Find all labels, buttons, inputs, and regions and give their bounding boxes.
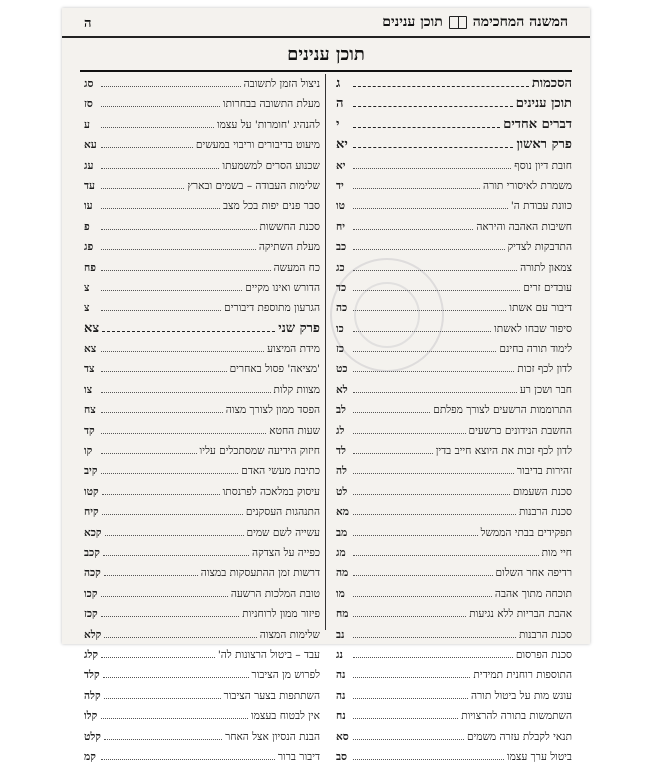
toc-entry-label: כפייה על הצדקה <box>252 546 320 559</box>
toc-entry <box>336 278 572 298</box>
toc-entry <box>84 196 320 216</box>
toc-entry-label: 'מציאה' פסול באחרים <box>229 363 320 376</box>
toc-entry-page: קלו <box>84 710 98 723</box>
toc-entry-page: קלא <box>84 628 102 641</box>
toc-entry-label: סכנת החששות <box>259 220 320 233</box>
running-head <box>62 14 590 38</box>
toc-entry-page: עו <box>84 200 93 213</box>
toc-entry-label: עובדים זרים <box>523 281 572 294</box>
toc-entry-page: נה <box>336 669 346 682</box>
toc-entry-page: ג <box>336 76 341 91</box>
leader-dots <box>101 461 238 474</box>
toc-entry-label: אהבת הבריות ללא נגיעות <box>469 608 572 621</box>
leader-dots <box>353 706 458 719</box>
toc-entry-label: צמאון לתורה <box>520 261 572 274</box>
toc-entry-label: עונש מות על ביטול תורה <box>470 689 572 702</box>
toc-entry-page: כט <box>336 363 348 376</box>
toc-entry-label: סבר פנים יפות בכל מצב <box>223 200 320 213</box>
toc-entry-page: עא <box>84 139 97 152</box>
toc-entry <box>84 625 320 645</box>
leader-dots <box>101 278 242 291</box>
toc-entry <box>336 217 572 237</box>
toc-entry-label: דיבור ברור <box>277 750 320 763</box>
running-head-section: תוכן ענינים <box>382 14 443 30</box>
toc-entry-page: י <box>336 116 340 132</box>
toc-entry-page: קו <box>84 445 93 458</box>
toc-entry-page: קמ <box>84 750 96 763</box>
leader-dots <box>101 94 220 107</box>
toc-entry-label: התנהגות העסקנים <box>245 506 320 519</box>
toc-entry-label: חשיבות האהבה והיראה <box>476 220 572 233</box>
toc-entry-label: סכנת הפרסום <box>515 648 572 661</box>
leader-dots <box>353 625 516 638</box>
toc-entry-label: שלימות העבודה – בשמים ובארץ <box>187 179 320 192</box>
leader-dots <box>353 584 492 597</box>
leader-dots <box>353 686 468 699</box>
toc-entry-label: משמרת לאיסורי תורה <box>483 179 572 192</box>
toc-entry-label: השתמשות בתורה להרצויות <box>461 710 572 723</box>
toc-entry-label: מעלת השתיקה <box>258 241 320 254</box>
leader-dots <box>101 645 215 658</box>
toc-entry-page: לג <box>336 424 345 437</box>
toc-entry <box>336 523 572 543</box>
toc-entry-label: עיסוק במלאכה לפרנסתו <box>222 485 320 498</box>
toc-entry-label: מעלת התשובה בבחרותו <box>222 98 320 111</box>
book-page <box>62 8 590 763</box>
toc-entry-label: רדיפה אחר השלום <box>495 567 572 580</box>
toc-entry-page: צא <box>84 343 97 356</box>
toc-entry-label: ביטול ערך עצמו <box>506 750 572 763</box>
toc-entry-page: לה <box>336 465 347 478</box>
toc-entry-label: לדון לכף זכות את היוצא חייב בדין <box>435 445 572 458</box>
toc-column-right <box>336 74 572 767</box>
toc-entry <box>84 706 320 726</box>
toc-entry-label: הגרעון מתוספת דיבורים <box>224 302 320 315</box>
toc-entry <box>336 339 572 359</box>
toc-entry <box>84 563 320 583</box>
toc-entry <box>336 645 572 665</box>
toc-entry-page: צ <box>84 302 90 315</box>
leader-dots <box>353 319 491 332</box>
toc-entry-page: נה <box>336 689 346 702</box>
toc-entry <box>84 258 320 278</box>
toc-entry-label: כוונת עבודת ה' <box>510 200 572 213</box>
leader-dots <box>353 604 466 617</box>
toc-entry-page: קכב <box>84 546 100 559</box>
toc-entry-page: פג <box>84 241 94 254</box>
toc-entry-label: לפרוש מן הציבור <box>251 669 320 682</box>
toc-entry <box>84 74 320 94</box>
leader-dots <box>104 563 198 576</box>
leader-dots <box>101 441 197 454</box>
leader-dots <box>353 441 433 454</box>
toc-entry <box>84 502 320 522</box>
toc-entry <box>84 421 320 441</box>
toc-entry <box>336 584 572 604</box>
toc-entry-label: סכנת הרבנות <box>518 506 572 519</box>
toc-entry <box>336 625 572 645</box>
toc-entry <box>84 217 320 237</box>
toc-section-heading <box>336 135 572 155</box>
leader-dots <box>353 74 529 87</box>
toc-entry-label: דרשות זמן ההתעסקות במצוה <box>200 567 320 580</box>
toc-entry-page: סז <box>84 98 93 111</box>
toc-entry-page: מב <box>336 526 348 539</box>
leader-dots <box>103 665 249 678</box>
toc-entry-page: נח <box>336 710 346 723</box>
leader-dots <box>353 115 500 128</box>
toc-entry-page: קכא <box>84 526 102 539</box>
page-number: ה <box>84 16 92 31</box>
leader-dots <box>101 237 256 250</box>
toc-entry-page: צ <box>84 281 90 294</box>
toc-entry-label: סכנת הרבנות <box>518 628 572 641</box>
leader-dots <box>101 339 264 352</box>
toc-entry <box>336 441 572 461</box>
toc-entry <box>84 604 320 624</box>
toc-entry-page: צח <box>84 404 96 417</box>
toc-entry <box>84 400 320 420</box>
leader-dots <box>353 380 517 393</box>
leader-dots <box>101 604 239 617</box>
toc-entry-page: סג <box>84 78 94 90</box>
toc-entry-page: צא <box>84 320 100 336</box>
toc-entry <box>84 94 320 114</box>
leader-dots <box>101 156 219 169</box>
toc-entry-label: לדון לכף זכות <box>517 363 572 376</box>
toc-entry <box>336 543 572 563</box>
leader-dots <box>101 421 266 434</box>
leader-dots <box>353 543 539 556</box>
leader-dots <box>353 421 466 434</box>
column-divider <box>325 74 326 630</box>
toc-entry-label: חבר ושכן רע <box>519 383 572 396</box>
toc-entry-label: טובת המלכות הרשעה <box>230 587 320 600</box>
toc-entry <box>84 237 320 257</box>
toc-entry <box>336 380 572 400</box>
leader-dots <box>353 196 508 209</box>
toc-entry <box>336 563 572 583</box>
toc-entry <box>336 156 572 176</box>
toc-entry <box>336 258 572 278</box>
toc-entry <box>84 156 320 176</box>
toc-entry-label: מיעוט בדיבורים וריבוי במעשים <box>195 139 320 152</box>
toc-entry <box>84 135 320 155</box>
toc-entry-page: כג <box>336 261 345 274</box>
title-rule <box>80 70 572 72</box>
toc-entry <box>84 747 320 767</box>
leader-dots <box>101 706 248 719</box>
toc-entry-page: קד <box>84 424 95 437</box>
toc-entry-page: לא <box>336 383 348 396</box>
leader-dots <box>353 563 493 576</box>
toc-title: תוכן ענינים <box>287 44 365 65</box>
toc-entry-page: פ <box>84 220 90 233</box>
leader-dots <box>101 400 223 413</box>
toc-entry-page: קלג <box>84 648 98 661</box>
toc-entry-page: ה <box>336 96 344 112</box>
toc-entry <box>336 196 572 216</box>
toc-entry-label: תפקידים בבתי הממשל <box>480 526 572 539</box>
toc-entry <box>336 502 572 522</box>
toc-entry-label: דברים אחדים <box>503 116 572 132</box>
leader-dots <box>353 400 430 413</box>
toc-entry-label: כח המעשה <box>273 261 320 274</box>
toc-entry-label: התדבקות לצדיק <box>507 241 572 254</box>
leader-dots <box>353 502 516 515</box>
toc-entry <box>84 441 320 461</box>
leader-dots <box>102 319 275 332</box>
toc-entry-page: קלד <box>84 669 100 682</box>
toc-entry-label: אין לבטוח בעצמו <box>250 710 320 723</box>
toc-entry-page: קכה <box>84 567 101 580</box>
toc-entry <box>336 747 572 767</box>
toc-entry <box>84 461 320 481</box>
toc-entry <box>84 298 320 318</box>
toc-entry-label: פיזור ממון לרוחניות <box>242 608 320 621</box>
leader-dots <box>353 523 478 536</box>
toc-entry-label: פרק ראשון <box>516 137 572 153</box>
leader-dots <box>353 298 506 311</box>
toc-entry-page: לט <box>336 485 348 498</box>
toc-entry-label: הדורש ואינו מקיים <box>245 281 320 294</box>
toc-entry <box>336 176 572 196</box>
toc-entry-label: כתיבת מעשי האדם <box>241 465 320 478</box>
toc-entry <box>336 727 572 747</box>
leader-dots <box>102 482 220 495</box>
toc-entry-label: התוספות רוחנית תמידית <box>473 669 572 682</box>
toc-entry <box>84 727 320 747</box>
toc-entry <box>84 686 320 706</box>
toc-entry-page: קכז <box>84 608 98 621</box>
toc-entry <box>336 298 572 318</box>
leader-dots <box>101 298 221 311</box>
toc-entry <box>84 645 320 665</box>
toc-entry-label: הסכמות <box>531 76 572 91</box>
toc-section-heading <box>336 115 572 135</box>
toc-entry <box>84 339 320 359</box>
leader-dots <box>353 237 505 250</box>
leader-dots <box>101 747 275 760</box>
leader-dots <box>353 176 480 189</box>
toc-entry-label: שעות החטא <box>269 424 320 437</box>
toc-entry <box>336 400 572 420</box>
leader-dots <box>101 380 271 393</box>
toc-entry <box>84 278 320 298</box>
toc-entry-page: יד <box>336 179 344 192</box>
toc-entry-label: ניצול הזמן לתשובה <box>243 78 320 90</box>
leader-dots <box>353 135 513 148</box>
toc-entry-page: מג <box>336 546 346 559</box>
toc-entry-label: סכנת השעמום <box>512 485 572 498</box>
leader-dots <box>353 278 520 291</box>
toc-entry <box>336 359 572 379</box>
toc-entry-label: הבנת הנסיון אצל האחר <box>225 730 320 743</box>
toc-entry-label: חיזוק הידיעה שמסתכלים עליו <box>199 445 320 458</box>
toc-entry <box>84 176 320 196</box>
toc-entry-label: חיי מות <box>541 546 572 559</box>
toc-entry-page: ע <box>84 118 90 131</box>
toc-entry-label: מידת המיצוע <box>267 343 320 356</box>
toc-entry-page: כו <box>336 322 344 335</box>
leader-dots <box>353 359 514 372</box>
toc-entry <box>336 421 572 441</box>
leader-dots <box>101 115 214 128</box>
leader-dots <box>353 461 514 474</box>
toc-entry-label: להנהיג 'חומרות' על עצמו <box>217 118 320 131</box>
toc-column-left <box>84 74 320 767</box>
toc-entry-page: נב <box>336 628 345 641</box>
toc-entry-label: לימוד תורה בחינם <box>499 343 572 356</box>
book-title: המשנה המחכימה <box>472 14 568 30</box>
open-book-icon <box>449 16 467 29</box>
toc-entry-page: נג <box>336 648 343 661</box>
leader-dots <box>353 747 504 760</box>
toc-entry-label: עבד – ביטול הרצונות לה' <box>217 648 320 661</box>
leader-dots <box>101 196 220 209</box>
leader-dots <box>353 94 513 107</box>
leader-dots <box>101 258 271 271</box>
toc-entry-page: כד <box>336 281 347 294</box>
toc-entry <box>84 482 320 502</box>
toc-entry-label: תוכן ענינים <box>515 96 572 112</box>
toc-entry-label: פרק שני <box>278 320 320 336</box>
leader-dots <box>101 74 241 87</box>
leader-dots <box>101 217 257 230</box>
toc-entry-label: הפסד ממון לצורך מצוה <box>225 404 320 417</box>
toc-entry-page: פח <box>84 261 96 274</box>
toc-entry-page: קיב <box>84 465 98 478</box>
leader-dots <box>105 523 244 536</box>
toc-entry-page: עד <box>84 179 95 192</box>
toc-entry-label: מצוות קלות <box>273 383 320 396</box>
toc-entry-page: קכו <box>84 587 98 600</box>
leader-dots <box>353 665 470 678</box>
toc-section-heading <box>336 94 572 114</box>
toc-section-heading <box>336 74 572 94</box>
toc-entry <box>84 380 320 400</box>
leader-dots <box>101 584 228 597</box>
toc-entry-label: השתתפות בצער הציבור <box>223 689 320 702</box>
toc-section-heading <box>84 319 320 339</box>
toc-entry-label: החשבת הנידונים כרשעים <box>468 424 572 437</box>
toc-entry-label: התרוממות הרשעים לצורך מפלתם <box>433 404 572 417</box>
toc-entry-page: כז <box>336 343 345 356</box>
toc-entry <box>336 686 572 706</box>
leader-dots <box>103 543 249 556</box>
toc-entry-page: צד <box>84 363 95 376</box>
leader-dots <box>353 217 473 230</box>
toc-entry-page: כב <box>336 241 347 254</box>
toc-entry-page: יא <box>336 159 346 172</box>
toc-entry-page: מה <box>336 567 349 580</box>
toc-entry <box>336 461 572 481</box>
toc-entry <box>84 523 320 543</box>
toc-entry-label: סיפור שבחו לאשתו <box>494 322 572 335</box>
leader-dots <box>353 482 510 495</box>
toc-entry <box>336 319 572 339</box>
toc-entry-page: לב <box>336 404 346 417</box>
toc-entry-page: עג <box>84 159 94 172</box>
toc-entry <box>84 584 320 604</box>
leader-dots <box>353 339 496 352</box>
toc-entry <box>336 665 572 685</box>
toc-entry-label: חובת דיון נוסף <box>514 159 572 172</box>
toc-entry-page: יא <box>336 137 348 153</box>
running-head-title <box>382 14 568 31</box>
toc-entry <box>336 604 572 624</box>
toc-entry-label: זהירות בדיבור <box>516 465 572 478</box>
toc-entry-page: מא <box>336 506 349 519</box>
toc-entry <box>84 543 320 563</box>
toc-entry <box>84 665 320 685</box>
leader-dots <box>104 727 222 740</box>
leader-dots <box>353 258 517 271</box>
leader-dots <box>101 359 227 372</box>
leader-dots <box>104 686 221 699</box>
toc-entry-page: קלה <box>84 689 101 702</box>
toc-entry <box>336 237 572 257</box>
leader-dots <box>104 625 256 638</box>
leader-dots <box>353 727 464 740</box>
toc-entry-page: טו <box>336 200 346 213</box>
toc-entry-page: יח <box>336 220 345 233</box>
leader-dots <box>101 135 193 148</box>
leader-dots <box>353 645 513 658</box>
toc-entry-page: צו <box>84 383 93 396</box>
toc-entry-page: מח <box>336 608 349 621</box>
leader-dots <box>353 156 511 169</box>
toc-entry-label: שלימות המצוה <box>259 628 320 641</box>
toc-entry-page: סב <box>336 750 348 763</box>
toc-entry <box>336 482 572 502</box>
toc-entry <box>84 115 320 135</box>
toc-entry-page: קיח <box>84 506 99 519</box>
toc-entry-page: קלט <box>84 730 101 743</box>
toc-entry-page: קטו <box>84 485 99 498</box>
toc-entry-page: כה <box>336 302 348 315</box>
leader-dots <box>102 502 243 515</box>
toc-entry-label: תוכחה מתוך אהבה <box>494 587 572 600</box>
toc-entry <box>84 359 320 379</box>
toc-entry-label: תנאי לקבלת עזרה משמים <box>466 730 572 743</box>
toc-entry-page: סא <box>336 730 349 743</box>
toc-entry-label: דיבור עם אשתו <box>509 302 572 315</box>
leader-dots <box>101 176 184 189</box>
toc-entry <box>336 706 572 726</box>
toc-entry-label: עשייה לשם שמים <box>246 526 320 539</box>
toc-entry-page: מו <box>336 587 345 600</box>
toc-entry-page: לד <box>336 445 346 458</box>
toc-entry-label: שכנוע הסרים למשמעתו <box>222 159 320 172</box>
